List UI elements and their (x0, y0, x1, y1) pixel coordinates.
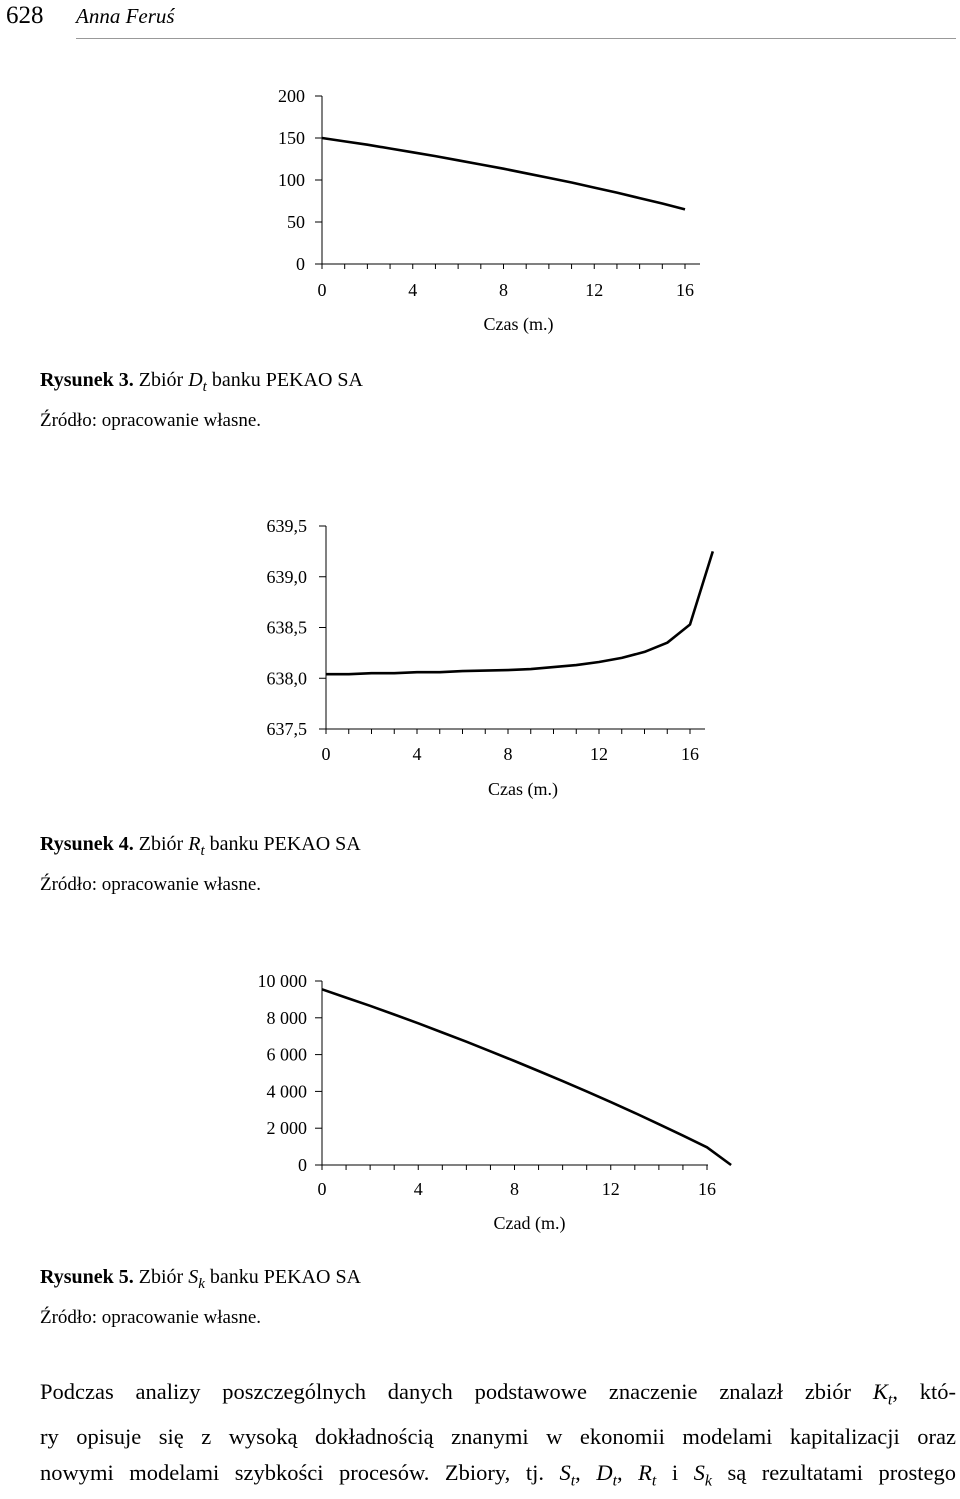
body-line-1: Podczas analizy poszczególnych danych podstawowe znaczenie znalazł zbiór $K_t$, któ- (40, 1374, 956, 1419)
figure-4-chart (0, 510, 960, 805)
body-line-3: nowymi modelami szybkości procesów. Zbiory, tj. $S_t$, $D_t$, $R_t$ i $S_k$ są rezultatami prostego (40, 1455, 956, 1499)
figure-4-caption (40, 833, 361, 860)
x-tick-label: 0 (318, 1179, 327, 1199)
y-tick-label: 4 000 (267, 1081, 308, 1101)
x-axis-title: Czad (m.) (494, 1213, 566, 1234)
body-line-2: ry opisuje się z wysoką dokładnością znanymi w ekonomii modelami kapitalizacji oraz (40, 1419, 956, 1455)
series-line (322, 138, 685, 209)
caption-label: Rysunek 4. (40, 833, 134, 855)
y-tick-label: 639,5 (267, 516, 308, 536)
running-author: Anna Feruś (76, 4, 175, 29)
y-tick-label: 150 (278, 128, 305, 148)
y-tick-label: 639,0 (267, 567, 308, 587)
x-axis-title: Czas (m.) (484, 314, 554, 335)
x-tick-label: 0 (318, 280, 327, 300)
x-tick-label: 12 (585, 280, 603, 300)
y-tick-label: 8 000 (267, 1008, 308, 1028)
body-paragraph (40, 1374, 956, 1499)
y-tick-label: 100 (278, 170, 305, 190)
x-tick-label: 8 (504, 744, 513, 764)
page-number: 628 (6, 2, 44, 30)
y-tick-label: 2 000 (267, 1118, 308, 1138)
x-tick-label: 16 (681, 744, 699, 764)
x-tick-label: 16 (676, 280, 694, 300)
x-tick-label: 4 (414, 1179, 423, 1199)
caption-suffix: banku PEKAO SA (210, 833, 361, 855)
caption-label: Rysunek 5. (40, 1266, 134, 1288)
figure-4-source: Źródło: opracowanie własne. (40, 874, 261, 896)
caption-subscript: t (203, 379, 207, 395)
x-tick-label: 12 (602, 1179, 620, 1199)
series-line (326, 551, 713, 674)
x-tick-label: 8 (499, 280, 508, 300)
caption-symbol: S (188, 1266, 198, 1288)
series-line (322, 989, 731, 1165)
y-tick-label: 0 (298, 1155, 307, 1175)
y-tick-label: 637,5 (267, 719, 308, 739)
x-tick-label: 16 (698, 1179, 716, 1199)
y-tick-label: 6 000 (267, 1045, 308, 1065)
caption-prefix: Zbiór (139, 833, 183, 855)
figure-5-chart (0, 965, 960, 1235)
caption-symbol: R (188, 833, 200, 855)
x-tick-label: 0 (322, 744, 331, 764)
caption-suffix: banku PEKAO SA (212, 369, 363, 391)
caption-symbol: D (188, 369, 202, 391)
figure-5-caption (40, 1266, 361, 1293)
caption-subscript: k (198, 1276, 205, 1292)
x-tick-label: 8 (510, 1179, 519, 1199)
y-tick-label: 10 000 (258, 971, 308, 991)
figure-5-source: Źródło: opracowanie własne. (40, 1307, 261, 1329)
caption-suffix: banku PEKAO SA (210, 1266, 361, 1288)
figure-3-chart (0, 80, 960, 340)
figure-3-source: Źródło: opracowanie własne. (40, 410, 261, 432)
header-rule (76, 38, 956, 39)
caption-prefix: Zbiór (139, 369, 183, 391)
x-axis-title: Czas (m.) (488, 779, 558, 800)
page-header (0, 0, 960, 42)
figure-3-caption (40, 369, 363, 396)
y-tick-label: 638,5 (267, 618, 308, 638)
caption-subscript: t (200, 843, 204, 859)
y-tick-label: 200 (278, 86, 305, 106)
x-tick-label: 4 (413, 744, 422, 764)
y-tick-label: 0 (296, 254, 305, 274)
y-tick-label: 638,0 (267, 668, 308, 688)
y-tick-label: 50 (287, 212, 305, 232)
caption-label: Rysunek 3. (40, 369, 134, 391)
caption-prefix: Zbiór (139, 1266, 183, 1288)
x-tick-label: 4 (408, 280, 417, 300)
x-tick-label: 12 (590, 744, 608, 764)
